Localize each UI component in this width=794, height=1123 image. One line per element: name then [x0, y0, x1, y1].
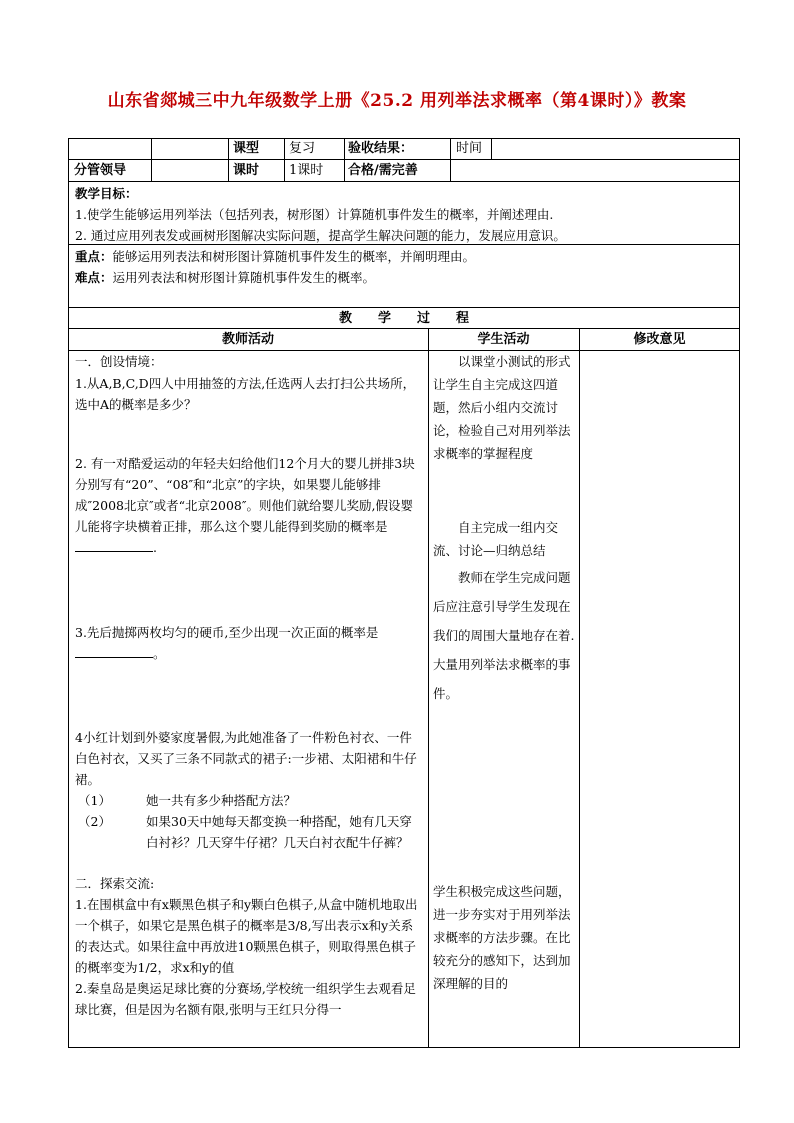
answer-blank: [75, 539, 153, 552]
objective-item: 1.使学生能够运用列举法（包括列表，树形图）计算随机事件发生的概率，并阐述理由.: [75, 207, 554, 222]
answer-blank: [75, 645, 153, 658]
question-3: 3.先后抛掷两枚均匀的硬币,至少出现一次正面的概率是。: [75, 625, 379, 661]
acceptance-label: 验收结果：: [348, 141, 414, 156]
document-title: 山东省郯城三中九年级数学上册《25.2 用列举法求概率（第4课时）》教案: [107, 91, 687, 111]
teacher-s1-heading: 一．创设情境：: [75, 354, 163, 369]
question-4-2-number: （2）: [78, 814, 111, 829]
lesson-type-label: 课型: [233, 141, 260, 156]
question-2: 2. 有一对酷爱运动的年轻夫妇给他们12个月大的婴儿拼排3块分别写有“20”、“08″和“北京”的字块，如果婴儿能够排成″2008北京″或者“北京2008″。则他们就给婴儿奖励,假设婴儿能将字块横着正排，那么这个婴儿能得到奖励的概率是.: [75, 456, 415, 555]
student-activity-2: 自主完成一组内交流、讨论—归纳总结: [433, 520, 559, 558]
teacher-s2-heading: 二．探索交流:: [75, 876, 155, 891]
difficult-point-label: 难点：: [75, 270, 113, 285]
leader-label: 分管领导: [74, 163, 127, 178]
column-header-student: 学生活动: [477, 332, 530, 347]
result-value: 合格/需完善: [348, 163, 418, 178]
question-4: 4小红计划到外婆家度暑假,为此她准备了一件粉色衬衣、一件白色衬衣，又买了三条不同款式的裙子:一步裙、太阳裙和牛仔裙。: [75, 730, 417, 787]
keypoints-section: [75, 246, 735, 288]
objectives-heading: 教学目标：: [75, 186, 138, 201]
objectives-section: [75, 183, 735, 246]
difficult-point-text: 运用列表法和树形图计算随机事件发生的概率。: [112, 270, 376, 285]
lesson-type-value: 复习: [289, 141, 316, 156]
question-4-1-number: （1）: [78, 793, 111, 808]
question-4-1: 她一共有多少种搭配方法？: [146, 793, 297, 808]
question-1: 1.从A,B,C,D四人中用抽签的方法,任选两人去打扫公共场所，选中A的概率是多少？: [75, 376, 416, 412]
column-header-revision: 修改意见: [633, 332, 686, 347]
student-activity-3: 教师在学生完成问题后应注意引导学生发现在我们的周围大量地存在着.大量用列举法求概率的事件。: [433, 570, 575, 701]
question-4-2: 如果30天中她每天都变换一种搭配，她有几天穿白衬衫？几天穿牛仔裙？几天白衬衣配牛仔裤？: [146, 814, 412, 850]
key-point-label: 重点：: [75, 249, 113, 264]
column-header-teacher: 教师活动: [221, 332, 274, 347]
time-label: 时间: [456, 141, 483, 156]
student-activity-1: 以课堂小测试的形式让学生自主完成这四道题，然后小组内交流讨论，检验自己对用列举法求概率的掌握程度: [433, 354, 571, 461]
period-value: 1课时: [289, 163, 324, 178]
exploration-2: 2.秦皇岛是奥运足球比赛的分赛场,学校统一组织学生去观看足球比赛，但是因为名额有限,张明与王红只分得一: [75, 981, 416, 1017]
student-activity-4: 学生积极完成这些问题，进一步夯实对于用列举法求概率的方法步骤。在比较充分的感知下，达到加深理解的目的: [433, 884, 571, 991]
exploration-1: 1.在围棋盒中有x颗黑色棋子和y颗白色棋子,从盒中随机地取出一个棋子，如果它是黑色棋子的概率是3/8,写出表示x和y关系的表达式。如果往盒中再放进10颗黑色棋子，则取得黑色棋子的概率变为1/2，求x和y的值: [75, 897, 418, 975]
objective-item: 2. 通过应用列表发或画树形图解决实际问题，提高学生解决问题的能力，发展应用意识。: [75, 228, 566, 243]
key-point-text: 能够运用列表法和树形图计算随机事件发生的概率，并阐明理由。: [112, 249, 476, 264]
process-heading: 教 学 过 程: [338, 311, 469, 326]
period-label: 课时: [233, 163, 260, 178]
